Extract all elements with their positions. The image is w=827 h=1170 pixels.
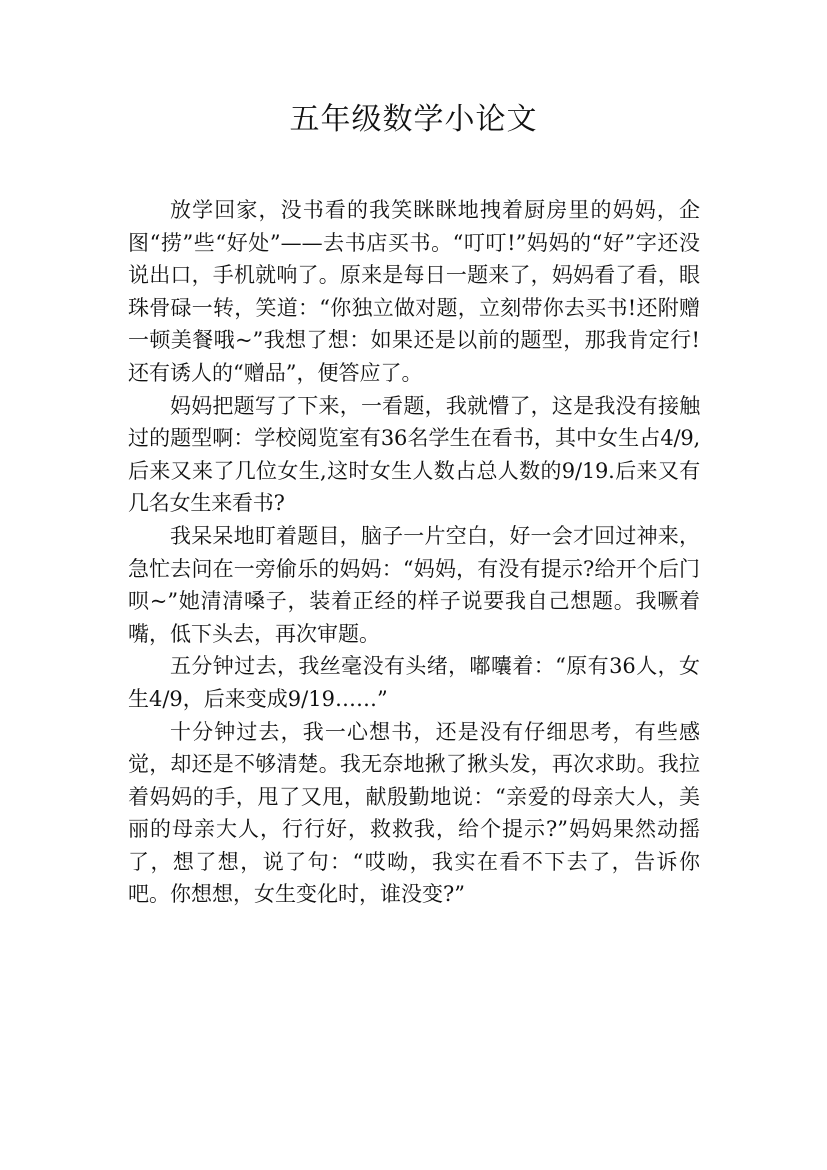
paragraph-1: 放学回家，没书看的我笑眯眯地拽着厨房里的妈妈，企图“捞”些“好处”——去书店买书。“叮叮!”妈妈的“好”字还没说出口，手机就响了。原来是每日一题来了，妈妈看了看，眼珠骨碌一转，笑道：“你独立做对题，立刻带你去买书!还附赠一顿美餐哦~”我想了想：如果还是以前的题型，那我肯定行!还有诱人的“赠品”，便答应了。 — [128, 198, 700, 385]
paragraph-2: 妈妈把题写了下来，一看题，我就懵了，这是我没有接触过的题型啊：学校阅览室有36名学生在看书，其中女生占4/9,后来又来了几位女生,这时女生人数占总人数的9/19.后来又有几名女生来看书? — [128, 393, 700, 516]
paragraph-3: 我呆呆地盯着题目，脑子一片空白，好一会才回过神来，急忙去问在一旁偷乐的妈妈：“妈妈，有没有提示?给开个后门呗~”她清清嗓子，装着正经的样子说要我自己想题。我噘着嘴，低下头去，再次审题。 — [128, 523, 700, 646]
paragraph-4: 五分钟过去，我丝毫没有头绪，嘟囔着：“原有36人，女生4/9，后来变成9/19……” — [128, 654, 700, 711]
essay-body — [128, 194, 700, 911]
page-title: 五年级数学小论文 — [289, 102, 538, 137]
paragraph-5: 十分钟过去，我一心想书，还是没有仔细思考，有些感觉，却还是不够清楚。我无奈地揪了揪头发，再次求助。我拉着妈妈的手，甩了又甩，献殷勤地说：“亲爱的母亲大人，美丽的母亲大人，行行好，救救我，给个提示?”妈妈果然动摇了，想了想，说了句：“哎呦，我实在看不下去了，告诉你吧。你想想，女生变化时，谁没变?” — [128, 719, 700, 907]
